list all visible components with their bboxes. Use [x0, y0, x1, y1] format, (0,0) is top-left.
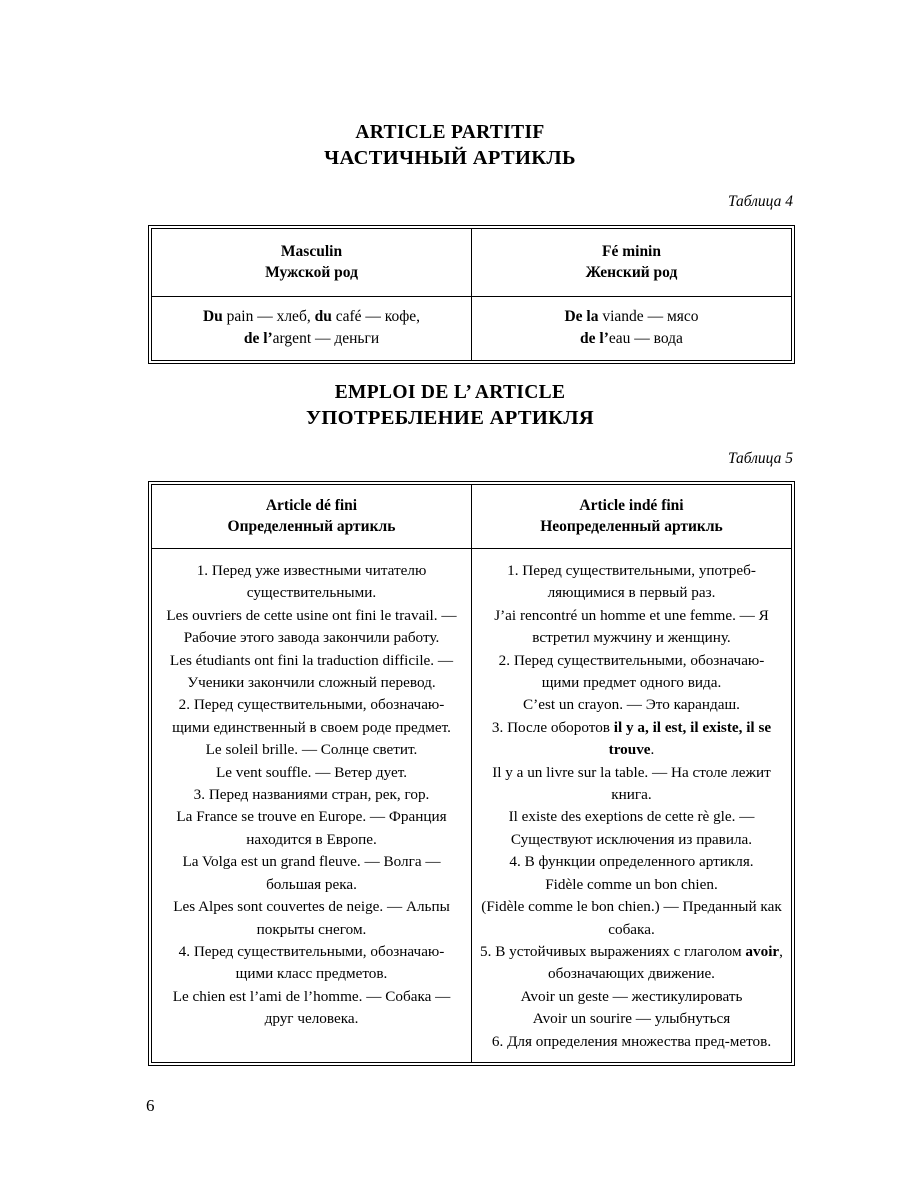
table-header-cell-feminin: [472, 229, 792, 297]
table-cell-feminin-examples: [472, 297, 792, 361]
table-body-row: [152, 297, 792, 361]
plain-text: café — кофе,: [331, 308, 421, 325]
text-line: [480, 650, 783, 695]
table-header-cell-article-indefini: [472, 485, 792, 549]
plain-text: 1. Перед существительными, употреб-ляющимися в первый раз.: [507, 562, 756, 602]
plain-text: Il y a un livre sur la table. — На столе лежит книга.: [492, 763, 771, 804]
plain-text: 4. В функции определенного артикля.: [509, 853, 754, 871]
plain-text: eau — вода: [608, 330, 683, 347]
plain-text: Le soleil brille. — Солнце светит.: [205, 741, 418, 759]
text-line: [160, 605, 463, 650]
plain-text: pain — хлеб,: [222, 308, 315, 325]
table-cell-masculin-examples: [152, 297, 472, 361]
text-line: [480, 605, 783, 650]
table-header-row: [152, 485, 792, 549]
text-line: [480, 762, 783, 807]
text-line: [160, 650, 463, 695]
plain-text: argent — деньги: [272, 330, 380, 347]
text-line: [482, 328, 781, 350]
text-line: [160, 941, 463, 986]
table-emploi-de-l-article: [148, 481, 795, 1066]
text-line: [162, 328, 461, 350]
text-line: [160, 784, 463, 806]
emphasis-text: de l’: [243, 330, 273, 347]
text-line: [480, 896, 783, 941]
plain-text: La France se trouve en Europe. — Франция находится в Европе.: [176, 808, 447, 848]
plain-text: Les Alpes sont couvertes de neige. — Альпы покрыты снегом.: [173, 898, 450, 938]
plain-text: 6. Для определения множества пред-метов.: [491, 1032, 772, 1050]
text-line: [160, 986, 463, 1031]
header-line-russian: Женский род: [585, 264, 678, 281]
header-line-russian: Определенный артикль: [227, 518, 396, 535]
text-line: [480, 717, 783, 762]
plain-text: Les étudiants ont fini la traduction difficile. — Ученики закончили сложный перевод.: [169, 651, 454, 692]
text-line: [480, 1008, 783, 1030]
section-heading-emploi-de-l-article: [150, 380, 750, 431]
plain-text: , обозначающих движение.: [548, 942, 783, 983]
table-cell-article-indefini-rules: [472, 549, 792, 1063]
plain-text: 2. Перед существительными, обозначаю-щими единственный в своем роде предмет.: [172, 696, 451, 736]
plain-text: 5. В устойчивых выражениях с глаголом: [480, 942, 746, 960]
text-line: [160, 560, 463, 605]
heading-line-french: EMPLOI DE L’ ARTICLE: [334, 382, 566, 403]
plain-text: 4. Перед существительными, обозначаю-щими класс предметов.: [178, 942, 445, 983]
text-line: [480, 694, 783, 716]
text-line: [480, 874, 783, 896]
plain-text: C’est un crayon. — Это карандаш.: [523, 696, 740, 714]
plain-text: Fidèle comme un bon chien.: [545, 875, 718, 893]
text-line: [162, 306, 461, 328]
text-line: [160, 851, 463, 896]
text-line: [480, 560, 783, 605]
plain-text: .: [650, 741, 655, 759]
text-line: [160, 694, 463, 739]
header-line-french: Fé minin: [602, 243, 661, 260]
plain-text: Le chien est l’ami de l’homme. — Собака — друг человека.: [172, 987, 451, 1028]
table-body-row: [152, 549, 792, 1063]
text-line: [160, 806, 463, 851]
heading-line-russian: ЧАСТИЧНЫЙ АРТИКЛЬ: [324, 147, 576, 169]
emphasis-text: du: [314, 308, 332, 325]
table-header-cell-masculin: [152, 229, 472, 297]
plain-text: La Volga est un grand fleuve. — Волга — большая река.: [182, 853, 441, 893]
table-header-cell-article-defini: [152, 485, 472, 549]
plain-text: viande — мясо: [598, 308, 699, 325]
plain-text: Avoir un geste — жестикулировать: [520, 987, 743, 1005]
plain-text: 3. После оборотов: [491, 718, 614, 736]
emphasis-text: de l’: [580, 330, 609, 347]
text-line: [160, 896, 463, 941]
table-header-row: [152, 229, 792, 297]
table-caption-4: Таблица 4: [727, 193, 793, 210]
emphasis-text: Du: [202, 308, 223, 325]
table-article-partitif: [148, 225, 795, 364]
plain-text: 3. Перед названиями стран, рек, гор.: [193, 786, 430, 804]
text-line: [480, 1031, 783, 1053]
plain-text: 2. Перед существительными, обозначаю-щими предмет одного вида.: [498, 651, 765, 692]
text-line: [482, 306, 781, 328]
section-heading-article-partitif: [150, 120, 750, 171]
header-line-french: Article indé fini: [579, 497, 684, 514]
heading-line-french: ARTICLE PARTITIF: [355, 122, 545, 143]
plain-text: Il existe des exeptions de cette rè gle. — Существуют исключения из правила.: [508, 808, 755, 848]
emphasis-text: De la: [564, 308, 599, 325]
text-line: [480, 986, 783, 1008]
table-caption-5: Таблица 5: [727, 450, 793, 467]
text-line: [160, 739, 463, 761]
plain-text: Le vent souffle. — Ветер дует.: [215, 763, 408, 781]
plain-text: J’ai rencontré un homme et une femme. — Я встретил мужчину и женщину.: [494, 606, 769, 647]
plain-text: Avoir un sourire — улыбнуться: [532, 1010, 731, 1028]
header-line-russian: Мужской род: [265, 264, 358, 281]
heading-line-russian: УПОТРЕБЛЕНИЕ АРТИКЛЯ: [305, 407, 595, 429]
table-cell-article-defini-rules: [152, 549, 472, 1063]
page-number: 6: [146, 1096, 155, 1115]
header-line-french: Article dé fini: [265, 497, 358, 514]
emphasis-text: il y a, il est, il existe, il se trouve: [608, 718, 772, 759]
text-line: [480, 806, 783, 851]
text-line: [480, 941, 783, 986]
plain-text: 1. Перед уже известными читателю существительными.: [196, 562, 427, 602]
text-line: [480, 851, 783, 873]
emphasis-text: avoir: [745, 942, 780, 960]
header-line-russian: Неопределенный артикль: [540, 518, 723, 535]
header-line-french: Masculin: [280, 243, 343, 260]
text-line: [160, 762, 463, 784]
plain-text: (Fidèle comme le bon chien.) — Преданный как собака.: [481, 898, 782, 938]
plain-text: Les ouvriers de cette usine ont fini le travail. — Рабочие этого завода закончили работу.: [166, 606, 457, 647]
